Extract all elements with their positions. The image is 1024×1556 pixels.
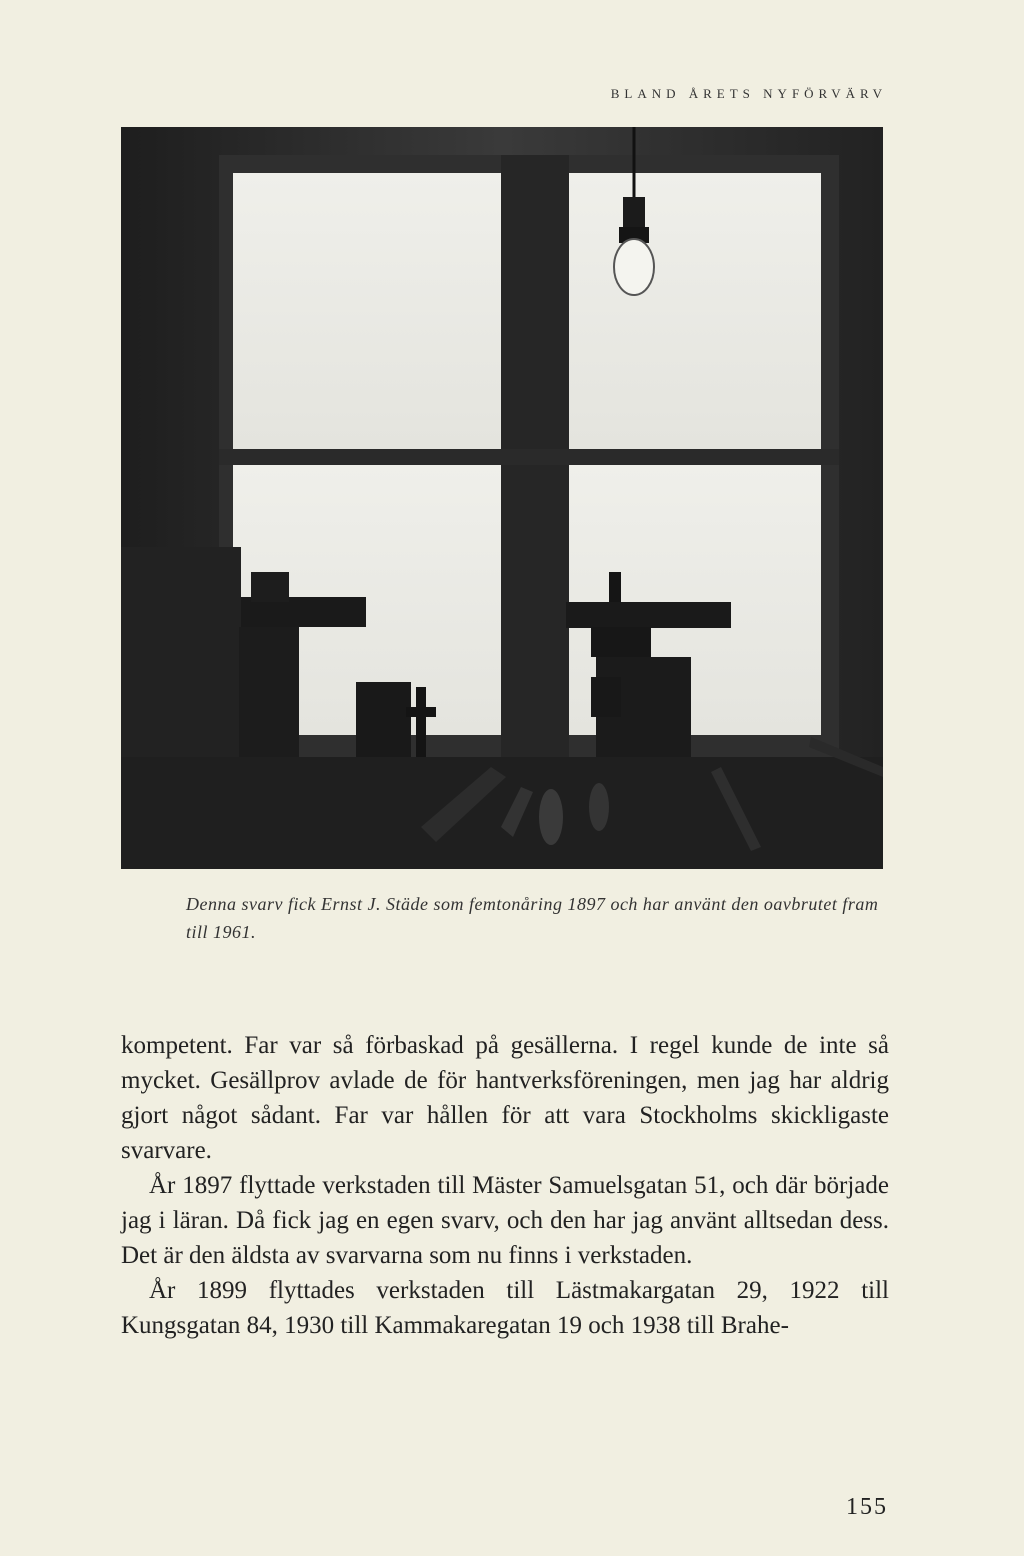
page-number: 155 bbox=[846, 1494, 888, 1520]
figure-caption: Denna svarv fick Ernst J. Städe som femtonåring 1897 och har använt den oavbrutet fram till 1961. bbox=[186, 894, 879, 942]
workshop-window-photo bbox=[121, 127, 883, 869]
paragraph-3: År 1899 flyttades verkstaden till Lästmakargatan 29, 1922 till Kungsgatan 84, 1930 till Kammakaregatan 19 och 1938 till Brahe- bbox=[121, 1277, 889, 1339]
body-text bbox=[121, 1028, 889, 1343]
workshop-window-illustration bbox=[121, 127, 883, 869]
running-head: BLAND ÅRETS NYFÖRVÄRV bbox=[610, 86, 887, 101]
paragraph-2: År 1897 flyttade verkstaden till Mäster Samuelsgatan 51, och där började jag i läran. Då fick jag en egen svarv, och den har jag använt alltsedan dess. Det är den äldsta av svarvarna som nu finns i verkstaden. bbox=[121, 1172, 889, 1269]
paragraph-1: kompetent. Far var så förbaskad på gesällerna. I regel kunde de inte så mycket. Gesällprov avlade de för hantverksföreningen, men jag har aldrig gjort något sådant. Far var hållen för att vara Stockholms skickligaste svarvare. bbox=[121, 1032, 889, 1164]
